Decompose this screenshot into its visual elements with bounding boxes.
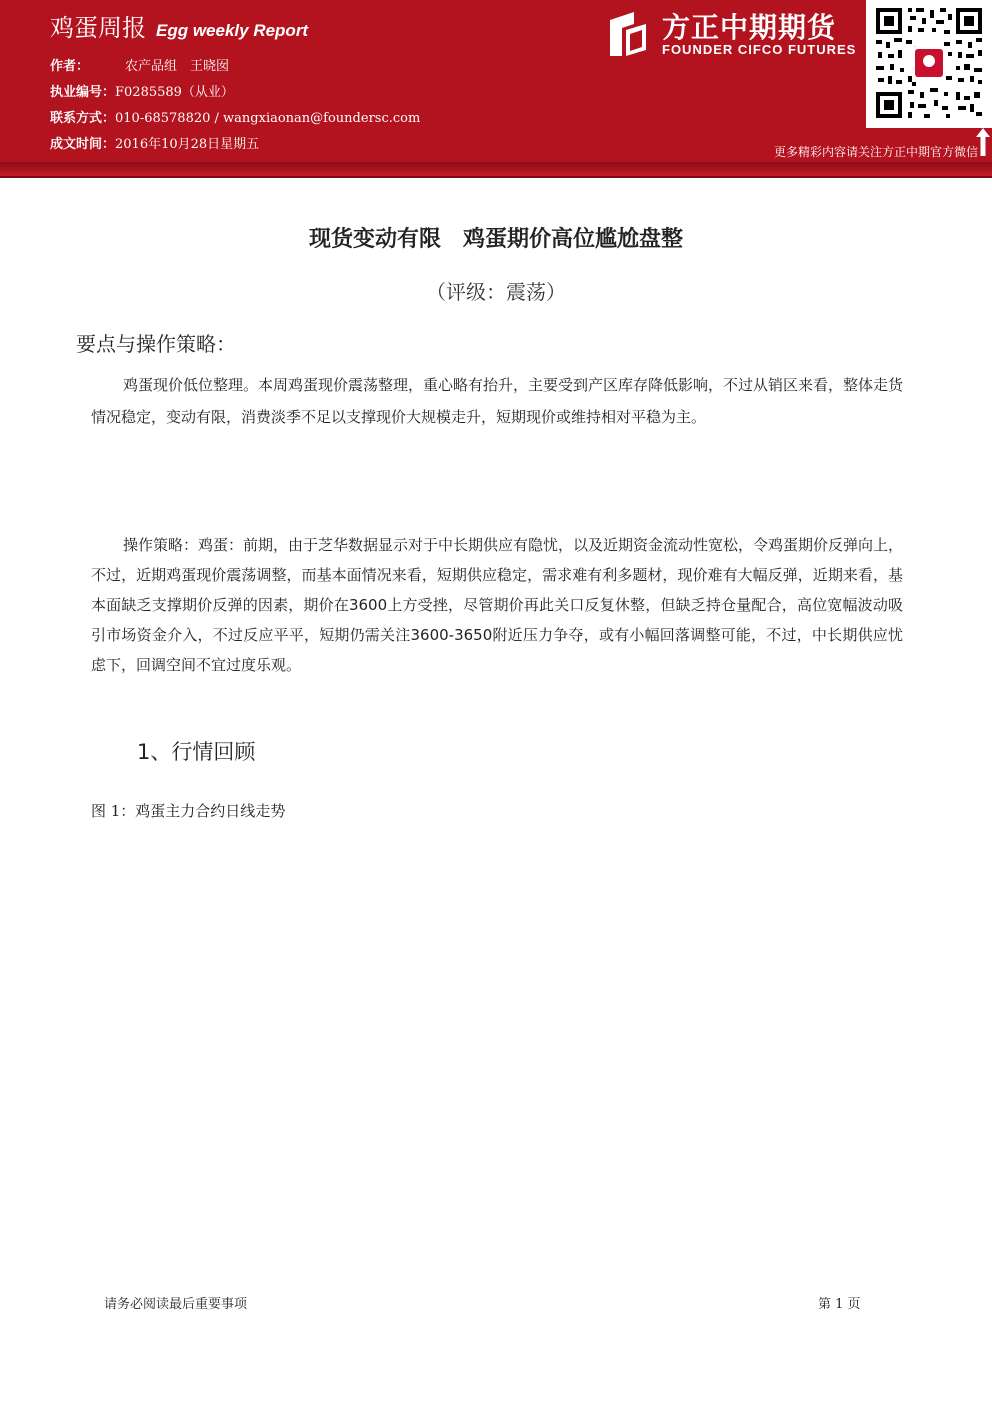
report-title [50, 8, 308, 43]
figure-caption: 图 1：鸡蛋主力合约日线走势 [91, 802, 286, 820]
key-points-heading: 要点与操作策略： [76, 332, 236, 356]
document-title: 现货变动有限 鸡蛋期价高位尴尬盘整 [308, 227, 683, 252]
meta-license-key: 执业编号： [50, 85, 116, 100]
company-logo [604, 6, 858, 64]
meta-date-value: 2016年10月28日星期五 [115, 137, 260, 152]
footer-disclaimer: 请务必阅读最后重要事项 [104, 1297, 248, 1312]
strategy-paragraph: 操作策略：鸡蛋：前期，由于芝华数据显示对于中长期供应有隐忧，以及近期资金流动性宽松，令鸡蛋期价反弹向上，不过，近期鸡蛋现价震荡调整，而基本面情况来看，短期供应稳定，需求难有利多题材，现价难有大幅反弹，近期来看，基本面缺乏支撑期价反弹的因素，期价在3600上方受挫，尽管期价再此关口反复休整，但缺乏持仓量配合，高位宽幅波动吸引市场资金介入，不过反应平平，短期仍需关注3600-3650附近压力争夺，或有小幅回落调整可能，不过，中长期供应忧虑下，回调空间不宜过度乐观。 [91, 536, 904, 674]
meta-author-key: 作者： [50, 59, 90, 74]
meta-contact-value[interactable]: 010-68578820 / wangxiaonan@foundersc.com [115, 111, 421, 126]
spot-summary-paragraph: 鸡蛋现价低位整理。本周鸡蛋现价震荡整理，重心略有抬升，主要受到产区库存降低影响，不过从销区来看，整体走货情况稳定，变动有限，消费淡季不足以支撑现价大规模走升，短期现价或维持相对平稳为主。 [91, 376, 904, 426]
header-stripe [0, 162, 992, 176]
meta-date [50, 133, 259, 152]
section-market-review-heading: 1、行情回顾 [137, 740, 256, 764]
logo-text-cn: 方正中期期货 [662, 11, 837, 44]
follow-wechat-text: 更多精彩内容请关注方正中期官方微信 [773, 145, 978, 159]
qr-code-icon [874, 6, 984, 120]
rating-label: （评级：震荡） [426, 280, 566, 304]
meta-contact-key: 联系方式： [50, 111, 116, 126]
up-arrow-icon [976, 128, 990, 156]
meta-contact [50, 107, 420, 126]
logo-mark-icon [604, 10, 652, 58]
meta-author-value: 农产品组 王晓囡 [125, 59, 230, 74]
report-title-cn: 鸡蛋周报 [50, 14, 146, 42]
report-title-en: Egg weekly Report [156, 21, 309, 40]
meta-license [50, 81, 234, 100]
logo-text-en: FOUNDER CIFCO FUTURES [662, 42, 857, 57]
meta-author [50, 55, 229, 74]
header-line [0, 176, 992, 178]
page-number: 第 1 页 [818, 1297, 861, 1312]
meta-date-key: 成文时间： [50, 137, 116, 152]
qr-code [866, 0, 992, 128]
meta-license-value: F0285589（从业） [115, 85, 234, 100]
